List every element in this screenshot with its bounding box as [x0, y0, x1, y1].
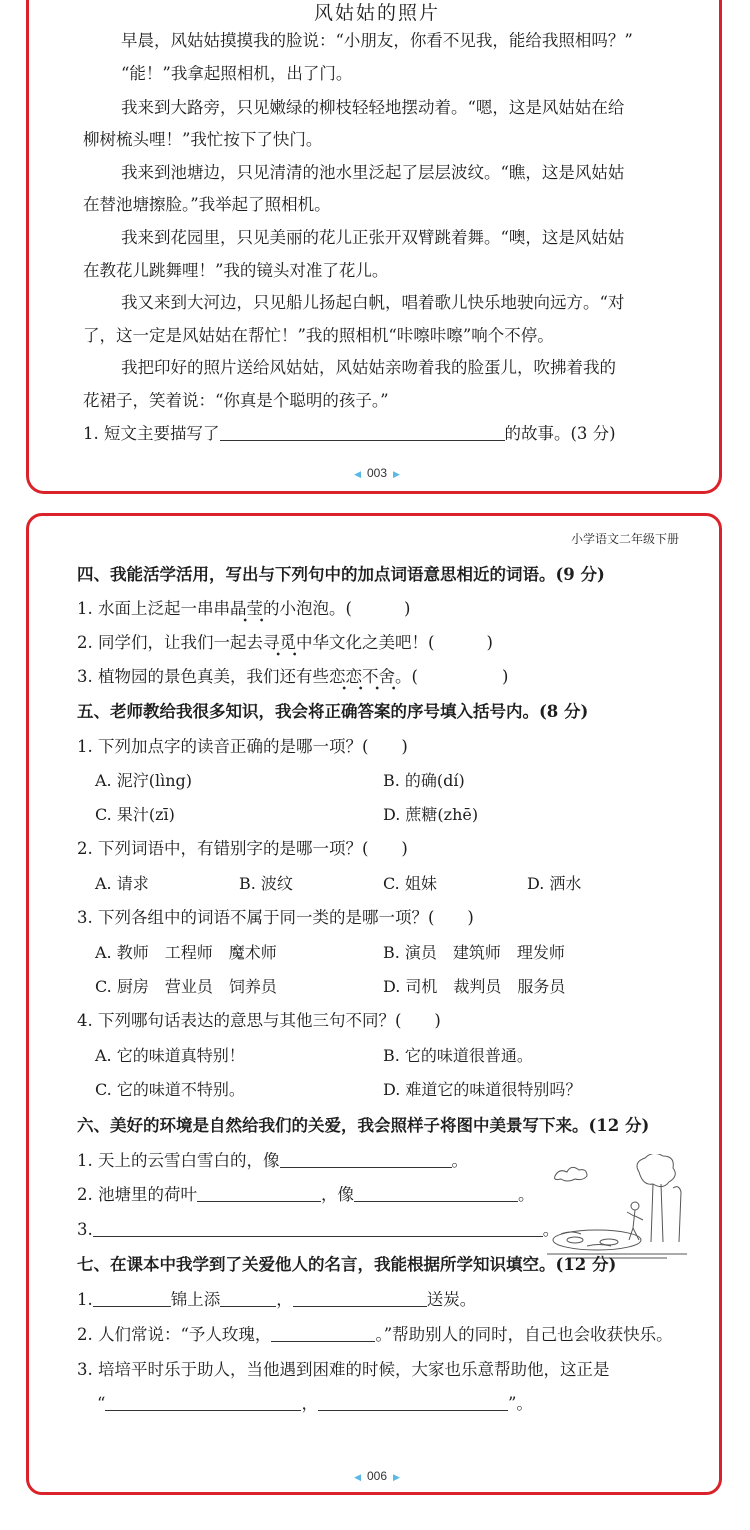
line-text: “ [97, 1394, 106, 1413]
answer-blank[interactable] [354, 1185, 518, 1202]
section-6-line-3 [77, 1219, 559, 1241]
section-5-q3: 3. 下列各组中的词语不属于同一类的是哪一项？( ) [77, 908, 474, 927]
paragraph-line: 花裙子，笑着说：“你真是个聪明的孩子。” [83, 391, 389, 410]
q4-option-c[interactable]: C. 它的味道不特别。 [95, 1080, 245, 1099]
next-arrow-icon: ▶ [393, 469, 400, 479]
dotted-word: 寻觅 [263, 633, 296, 657]
next-arrow-icon: ▶ [393, 1472, 400, 1482]
paragraph-line: 了，这一定是风姑姑在帮忙！”我的照相机“咔嚓咔嚓”响个不停。 [83, 326, 554, 345]
dotted-word: 恋恋不舍 [329, 667, 395, 691]
page-003-card [26, 0, 722, 494]
q1-option-b[interactable]: B. 的确(dí) [383, 771, 465, 790]
close-paren: ) [501, 667, 509, 686]
q3-option-c[interactable]: C. 厨房 营业员 饲养员 [95, 977, 277, 996]
answer-blank[interactable] [197, 1185, 321, 1202]
section-4-title: 四、我能活学活用，写出与下列句中的加点词语意思相近的词语。(9 分) [77, 565, 605, 584]
item-text: 1. 水面上泛起一串串 [77, 599, 230, 618]
paragraph-line: 我又来到大河边，只见船儿扬起白帆，唱着歌儿快乐地驶向远方。“对 [121, 293, 625, 312]
close-paren: ) [403, 599, 411, 618]
item-text: 中华文化之美吧！( [296, 633, 435, 652]
question-1-suffix: 的故事。(3 分) [504, 424, 616, 443]
line-text: 2. 人们常说：“予人玫瑰， [77, 1325, 272, 1344]
line-text: 1. 天上的云雪白雪白的，像 [77, 1151, 280, 1170]
tree-icon [637, 1154, 681, 1242]
paragraph-line: “能！”我拿起照相机，出了门。 [121, 64, 353, 83]
q1-option-a[interactable]: A. 泥泞(lìng) [95, 771, 192, 790]
answer-blank[interactable] [271, 1325, 375, 1342]
section-7-line-3: 3. 培培平时乐于助人，当他遇到困难的时候，大家也乐意帮助他，这正是 [77, 1360, 610, 1379]
line-text: ，像 [321, 1185, 354, 1204]
line-text: 。 [451, 1151, 468, 1170]
page-number-006 [29, 1469, 725, 1483]
answer-blank[interactable] [293, 1290, 427, 1307]
q4-option-d[interactable]: D. 难道它的味道很特别吗？ [383, 1080, 582, 1099]
section-7-line-4 [97, 1393, 533, 1415]
item-text: 。( [395, 667, 418, 686]
paragraph-line: 我来到大路旁，只见嫩绿的柳枝轻轻地摆动着。“嗯，这是风姑姑在给 [121, 98, 625, 117]
scenery-illustration [547, 1154, 687, 1264]
q1-option-d[interactable]: D. 蔗糖(zhē) [383, 805, 479, 824]
paragraph-line: 柳树梳头哩！”我忙按下了快门。 [83, 130, 323, 149]
paragraph-line: 早晨，风姑姑摸摸我的脸说：“小朋友，你看不见我，能给我照相吗？” [121, 31, 633, 50]
section-4-item-3 [77, 666, 508, 688]
answer-blank[interactable] [220, 1290, 276, 1307]
story-title: 风姑姑的照片 [313, 2, 440, 24]
close-paren: ) [486, 633, 493, 652]
page-006-card [26, 513, 722, 1495]
line-text: 锦上添 [170, 1290, 221, 1309]
line-text: ， [301, 1394, 318, 1413]
section-6-title: 六、美好的环境是自然给我们的关爱，我会照样子将图中美景写下来。(12 分) [77, 1116, 650, 1135]
line-text: 。 [518, 1185, 535, 1204]
question-1-prefix: 1. 短文主要描写了 [83, 424, 220, 443]
cloud-icon [555, 1167, 587, 1181]
line-text: ”。 [507, 1394, 533, 1413]
q2-option-b[interactable]: B. 波纹 [239, 874, 293, 893]
paragraph-line: 我把印好的照片送给风姑姑，风姑姑亲吻着我的脸蛋儿，吹拂着我的 [121, 358, 616, 377]
line-text: 2. 池塘里的荷叶 [77, 1185, 197, 1204]
q4-option-b[interactable]: B. 它的味道很普通。 [383, 1046, 533, 1065]
line-text: 1. [77, 1290, 93, 1309]
answer-blank[interactable] [280, 1151, 452, 1168]
line-text: 。 [542, 1220, 560, 1239]
q3-option-b[interactable]: B. 演员 建筑师 理发师 [383, 943, 565, 962]
q1-option-c[interactable]: C. 果汁(zī) [95, 805, 175, 824]
section-4-item-1 [77, 598, 410, 620]
item-text: 的小泡泡。( [263, 599, 352, 618]
item-text: 2. 同学们，让我们一起去 [77, 633, 263, 652]
paragraph-line: 在教花儿跳舞哩！”我的镜头对准了花儿。 [83, 261, 389, 280]
section-6-line-1 [77, 1150, 468, 1172]
section-7-title: 七、在课本中我学到了关爱他人的名言，我能根据所学知识填空。(12 分) [77, 1255, 617, 1274]
section-7-line-1 [77, 1289, 476, 1311]
answer-blank[interactable] [220, 424, 505, 441]
page-number-text: 006 [366, 1469, 388, 1483]
q3-option-a[interactable]: A. 教师 工程师 魔术师 [95, 943, 277, 962]
dotted-word: 晶莹 [230, 599, 263, 623]
q2-option-c[interactable]: C. 姐妹 [383, 874, 437, 893]
section-6-line-2 [77, 1184, 535, 1206]
q2-option-d[interactable]: D. 洒水 [527, 874, 582, 893]
paragraph-line: 我来到花园里，只见美丽的花儿正张开双臂跳着舞。“噢，这是风姑姑 [121, 228, 625, 247]
section-5-title: 五、老师教给我很多知识，我会将正确答案的序号填入括号内。(8 分) [77, 702, 589, 721]
line-text: 。”帮助别人的同时，自己也会收获快乐。 [375, 1325, 673, 1344]
paragraph-line: 我来到池塘边，只见清清的池水里泛起了层层波纹。“瞧，这是风姑姑 [121, 163, 625, 182]
question-1 [83, 423, 616, 445]
prev-arrow-icon: ◀ [354, 1472, 361, 1482]
answer-blank[interactable] [105, 1394, 301, 1411]
section-5-q1: 1. 下列加点字的读音正确的是哪一项？( ) [77, 737, 408, 756]
paragraph-line: 在替池塘擦脸。”我举起了照相机。 [83, 195, 331, 214]
section-5-q4: 4. 下列哪句话表达的意思与其他三句不同？( ) [77, 1011, 441, 1030]
page-number-text: 003 [366, 466, 388, 480]
section-7-line-2 [77, 1324, 673, 1346]
q2-option-a[interactable]: A. 请求 [95, 874, 149, 893]
line-text: 3. [77, 1220, 93, 1239]
person-icon [627, 1202, 643, 1240]
book-header: 小学语文二年级下册 [570, 532, 679, 546]
answer-blank[interactable] [93, 1220, 543, 1237]
page-number-003 [29, 466, 725, 480]
answer-blank[interactable] [93, 1290, 171, 1307]
item-text: 3. 植物园的景色真美，我们还有些 [77, 667, 329, 686]
line-text: 送炭。 [426, 1290, 477, 1309]
prev-arrow-icon: ◀ [354, 469, 361, 479]
q4-option-a[interactable]: A. 它的味道真特别！ [95, 1046, 245, 1065]
answer-blank[interactable] [318, 1394, 508, 1411]
section-5-q2: 2. 下列词语中，有错别字的是哪一项？( ) [77, 839, 408, 858]
q3-option-d[interactable]: D. 司机 裁判员 服务员 [383, 977, 566, 996]
line-text: ， [276, 1290, 293, 1309]
section-4-item-2 [77, 632, 493, 654]
